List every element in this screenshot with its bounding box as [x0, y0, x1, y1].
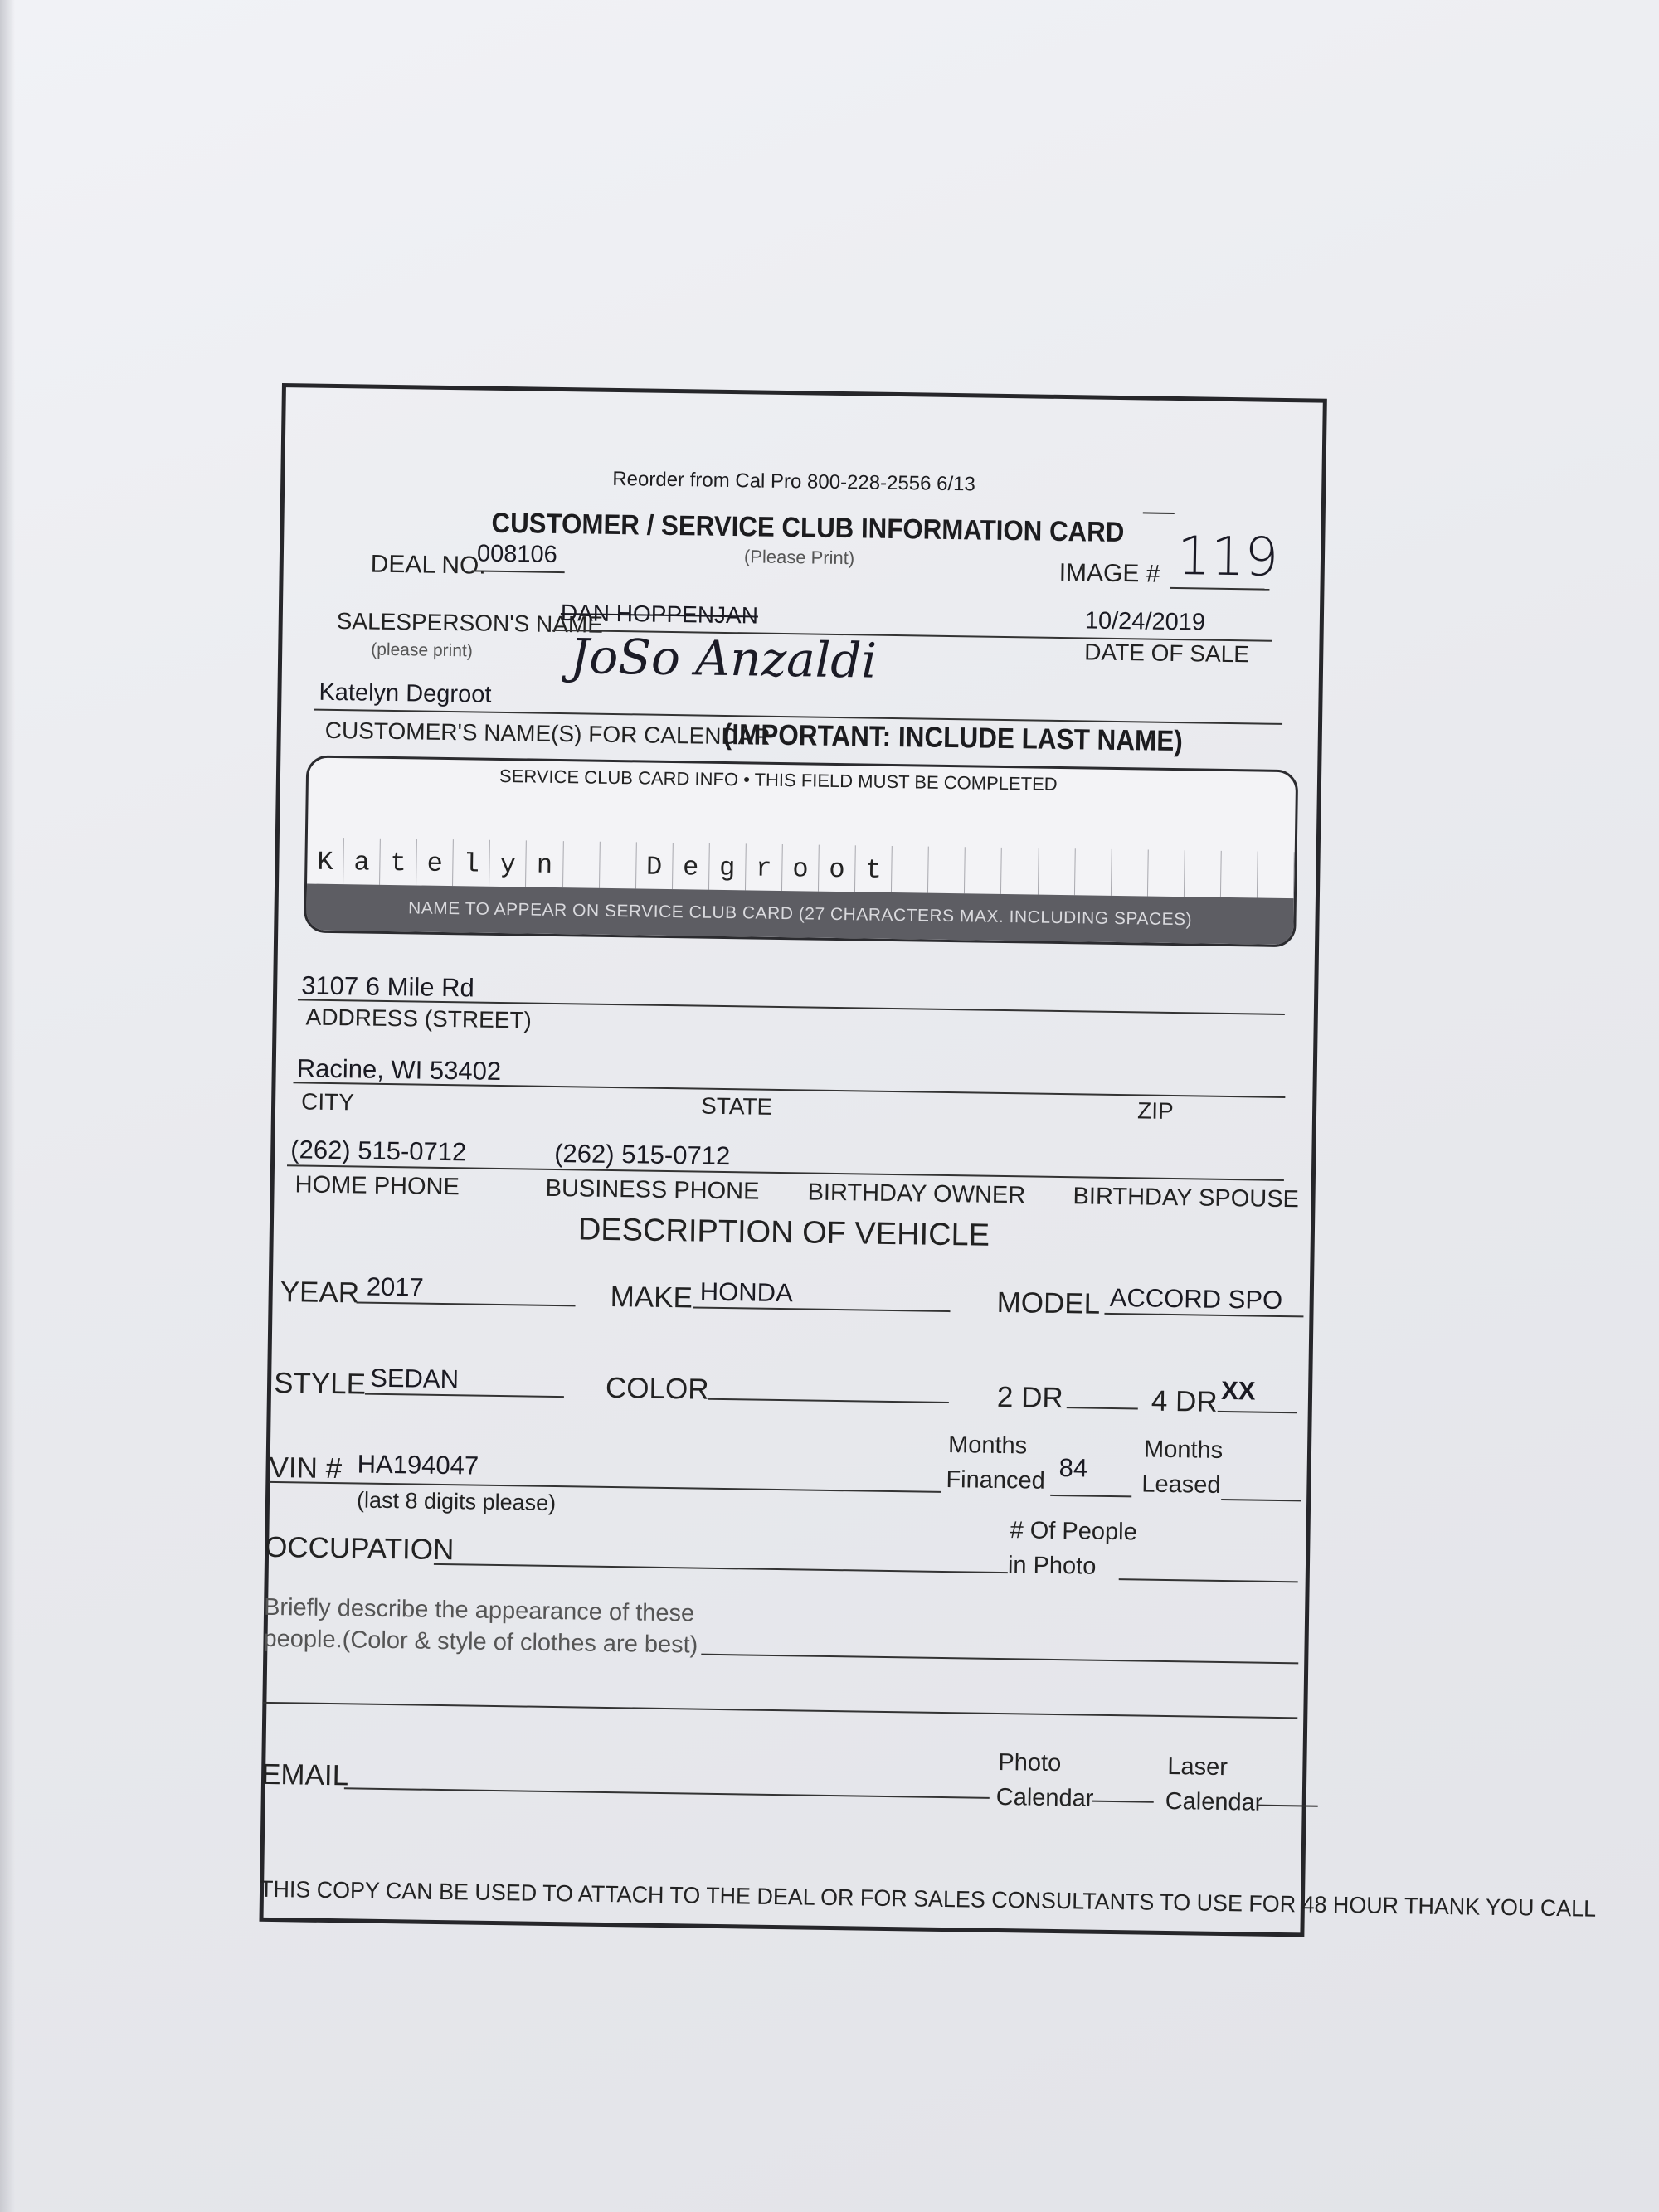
describe-line2: people.(Color & style of clothes are best): [263, 1625, 698, 1659]
style-label: STYLE: [273, 1366, 367, 1401]
salesperson-print-note: (please print): [371, 639, 473, 661]
club-card-name-box: [304, 755, 1298, 947]
club-card-cell: r: [746, 843, 783, 891]
address-label: ADDRESS (STREET): [305, 1004, 533, 1033]
four-dr-label: 4 DR: [1151, 1384, 1218, 1418]
card-title: CUSTOMER / SERVICE CLUB INFORMATION CARD: [491, 507, 1125, 549]
laser-calendar-bottom: Calendar: [1165, 1787, 1263, 1816]
paper-edge: [0, 0, 15, 2212]
club-card-caption: NAME TO APPEAR ON SERVICE CLUB CARD (27 CHARACTERS MAX. INCLUDING SPACES): [306, 884, 1294, 946]
months-leased-bottom: Leased: [1141, 1471, 1221, 1499]
salesperson-signature: JoSo Anzaldi: [569, 628, 878, 689]
club-card-cell: [1148, 850, 1185, 897]
vin-label: VIN #: [269, 1451, 343, 1485]
deal-no-value: 008106: [476, 540, 557, 568]
club-card-cell: e: [673, 843, 710, 890]
color-label: COLOR: [605, 1371, 709, 1406]
club-card-info-label: SERVICE CLUB CARD INFO • THIS FIELD MUST BE COMPLETED: [499, 765, 1058, 795]
card-footer: THIS COPY CAN BE USED TO ATTACH TO THE DEAL OR FOR SALES CONSULTANTS TO USE FOR 48 HOUR THANK YOU CALL: [259, 1875, 1597, 1922]
club-card-cell: a: [343, 838, 381, 885]
months-leased-top: Months: [1143, 1436, 1224, 1464]
club-card-cell: [1185, 850, 1222, 897]
business-phone-value: (262) 515-0712: [554, 1138, 731, 1171]
club-card-cell: g: [709, 843, 747, 891]
club-card-cell: y: [489, 840, 527, 887]
please-print-note: (Please Print): [743, 546, 855, 569]
deal-no-label: DEAL NO.: [370, 550, 486, 580]
zip-label: ZIP: [1136, 1097, 1174, 1125]
club-card-cell: n: [526, 840, 563, 887]
months-financed-top: Months: [947, 1432, 1028, 1460]
vin-value: HA194047: [357, 1449, 479, 1480]
model-label: MODEL: [996, 1286, 1101, 1320]
photo-calendar-bottom: Calendar: [995, 1783, 1094, 1812]
club-card-cell: [1039, 848, 1076, 896]
customer-name-label: CUSTOMER'S NAME(S) FOR CALENDAR: [324, 717, 771, 750]
business-phone-label: BUSINESS PHONE: [545, 1174, 760, 1205]
occupation-label: OCCUPATION: [264, 1530, 455, 1567]
club-card-cell: o: [819, 845, 856, 892]
photo-calendar-top: Photo: [998, 1748, 1062, 1777]
months-financed-bottom: Financed: [946, 1466, 1046, 1495]
image-number: 119: [1176, 526, 1279, 589]
year-value: 2017: [366, 1271, 425, 1302]
service-club-card: [259, 383, 1597, 1950]
salesperson-label: SALESPERSON'S NAME: [336, 608, 604, 638]
club-card-cell: [1112, 849, 1149, 897]
club-card-cell: l: [453, 839, 490, 887]
customer-name-value: Katelyn Degroot: [319, 678, 492, 708]
months-financed-value: 84: [1058, 1453, 1088, 1483]
club-card-cell: o: [782, 844, 820, 892]
two-dr-label: 2 DR: [996, 1380, 1063, 1415]
club-card-cell: [1001, 848, 1039, 895]
laser-calendar-top: Laser: [1167, 1753, 1228, 1782]
four-dr-value: XX: [1220, 1375, 1256, 1406]
vehicle-heading: DESCRIPTION OF VEHICLE: [577, 1212, 990, 1253]
club-card-cell: [965, 847, 1002, 894]
make-value: HONDA: [699, 1276, 794, 1308]
year-label: YEAR: [280, 1276, 360, 1310]
image-label: IMAGE #: [1058, 558, 1160, 588]
model-value: ACCORD SPO: [1109, 1282, 1283, 1315]
club-card-cell: [600, 842, 637, 889]
club-card-cell: K: [307, 838, 344, 885]
reorder-note: Reorder from Cal Pro 800-228-2556 6/13: [612, 467, 976, 496]
club-card-cell: t: [380, 839, 417, 886]
club-card-cell: [1221, 851, 1258, 898]
club-card-cell: [1258, 852, 1295, 899]
vin-note: (last 8 digits please): [356, 1487, 557, 1516]
club-card-cell: [928, 847, 966, 894]
describe-line1: Briefly describe the appearance of these: [263, 1593, 695, 1627]
club-card-cell: [892, 846, 929, 893]
club-card-cell: e: [416, 839, 454, 886]
home-phone-label: HOME PHONE: [294, 1171, 460, 1201]
date-of-sale-value: 10/24/2019: [1084, 607, 1206, 636]
people-top: # Of People: [1010, 1517, 1137, 1546]
salesperson-typed: DAN HOPPENJAN: [560, 600, 759, 629]
birthday-owner-label: BIRTHDAY OWNER: [807, 1179, 1026, 1209]
club-card-cell: [563, 841, 601, 888]
city-label: CITY: [300, 1088, 355, 1116]
people-bottom: in Photo: [1007, 1552, 1097, 1580]
club-card-cell: [1075, 848, 1112, 896]
customer-name-important: (IMPORTANT: INCLUDE LAST NAME): [722, 717, 1184, 758]
date-of-sale-label: DATE OF SALE: [1084, 639, 1250, 668]
make-label: MAKE: [610, 1280, 693, 1315]
home-phone-value: (262) 515-0712: [290, 1135, 467, 1167]
email-label: EMAIL: [260, 1757, 349, 1792]
birthday-spouse-label: BIRTHDAY SPOUSE: [1073, 1183, 1300, 1213]
club-card-cell: D: [636, 842, 674, 889]
club-card-cell: t: [855, 845, 893, 892]
style-value: SEDAN: [369, 1363, 460, 1394]
state-label: STATE: [700, 1092, 773, 1120]
city-value: Racine, WI 53402: [296, 1053, 502, 1087]
address-value: 3107 6 Mile Rd: [300, 970, 474, 1003]
